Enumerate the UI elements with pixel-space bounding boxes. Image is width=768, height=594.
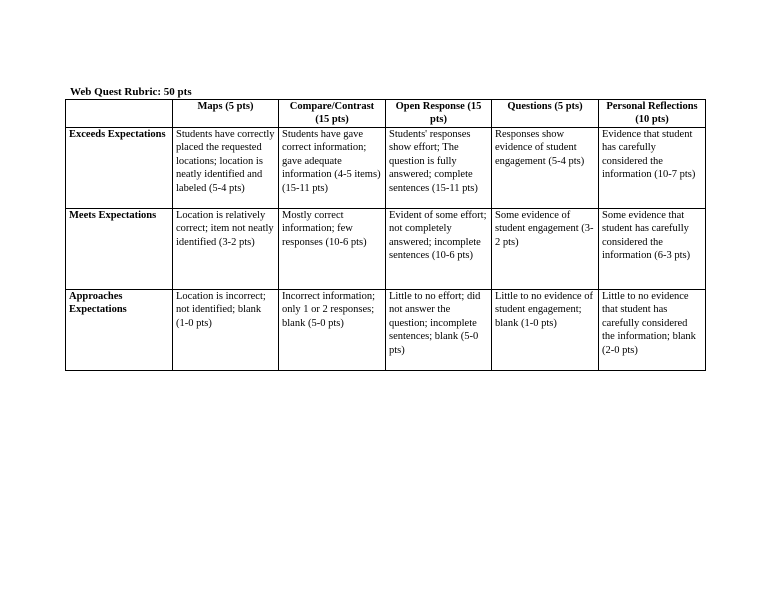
header-cell-questions: Questions (5 pts): [492, 100, 599, 128]
table-cell: Incorrect information; only 1 or 2 responses; blank (5-0 pts): [279, 290, 386, 371]
table-cell: Some evidence of student engagement (3-2 pts): [492, 209, 599, 290]
row-label-meets: Meets Expectations: [66, 209, 173, 290]
header-cell-compare-contrast: Compare/Contrast (15 pts): [279, 100, 386, 128]
row-label-approaches: Approaches Expectations: [66, 290, 173, 371]
table-cell: Little to no evidence that student has carefully considered the information; blank (2-0 pts): [599, 290, 706, 371]
table-cell: Location is relatively correct; item not neatly identified (3-2 pts): [173, 209, 279, 290]
table-cell: Students have correctly placed the requested locations; location is neatly identified and labeled (5-4 pts): [173, 128, 279, 209]
header-cell-corner: [66, 100, 173, 128]
rubric-table: [65, 99, 706, 371]
page-title: Web Quest Rubric: 50 pts: [70, 86, 192, 98]
table-cell: Little to no evidence of student engagement; blank (1-0 pts): [492, 290, 599, 371]
table-cell: Students' responses show effort; The question is fully answered; complete sentences (15-11 pts): [386, 128, 492, 209]
header-cell-personal-reflections: Personal Reflections (10 pts): [599, 100, 706, 128]
table-cell: Evident of some effort; not completely answered; incomplete sentences (10-6 pts): [386, 209, 492, 290]
table-cell: Students have gave correct information; gave adequate information (4-5 items) (15-11 pts): [279, 128, 386, 209]
table-cell: Location is incorrect; not identified; blank (1-0 pts): [173, 290, 279, 371]
table-row: [66, 128, 706, 209]
header-cell-open-response: Open Response (15 pts): [386, 100, 492, 128]
table-cell: Evidence that student has carefully considered the information (10-7 pts): [599, 128, 706, 209]
table-cell: Some evidence that student has carefully considered the information (6-3 pts): [599, 209, 706, 290]
header-cell-maps: Maps (5 pts): [173, 100, 279, 128]
table-row: [66, 209, 706, 290]
row-label-exceeds: Exceeds Expectations: [66, 128, 173, 209]
table-cell: Little to no effort; did not answer the question; incomplete sentences; blank (5-0 pts): [386, 290, 492, 371]
table-cell: Responses show evidence of student engagement (5-4 pts): [492, 128, 599, 209]
table-cell: Mostly correct information; few responses (10-6 pts): [279, 209, 386, 290]
table-row: [66, 290, 706, 371]
table-header-row: [66, 100, 706, 128]
